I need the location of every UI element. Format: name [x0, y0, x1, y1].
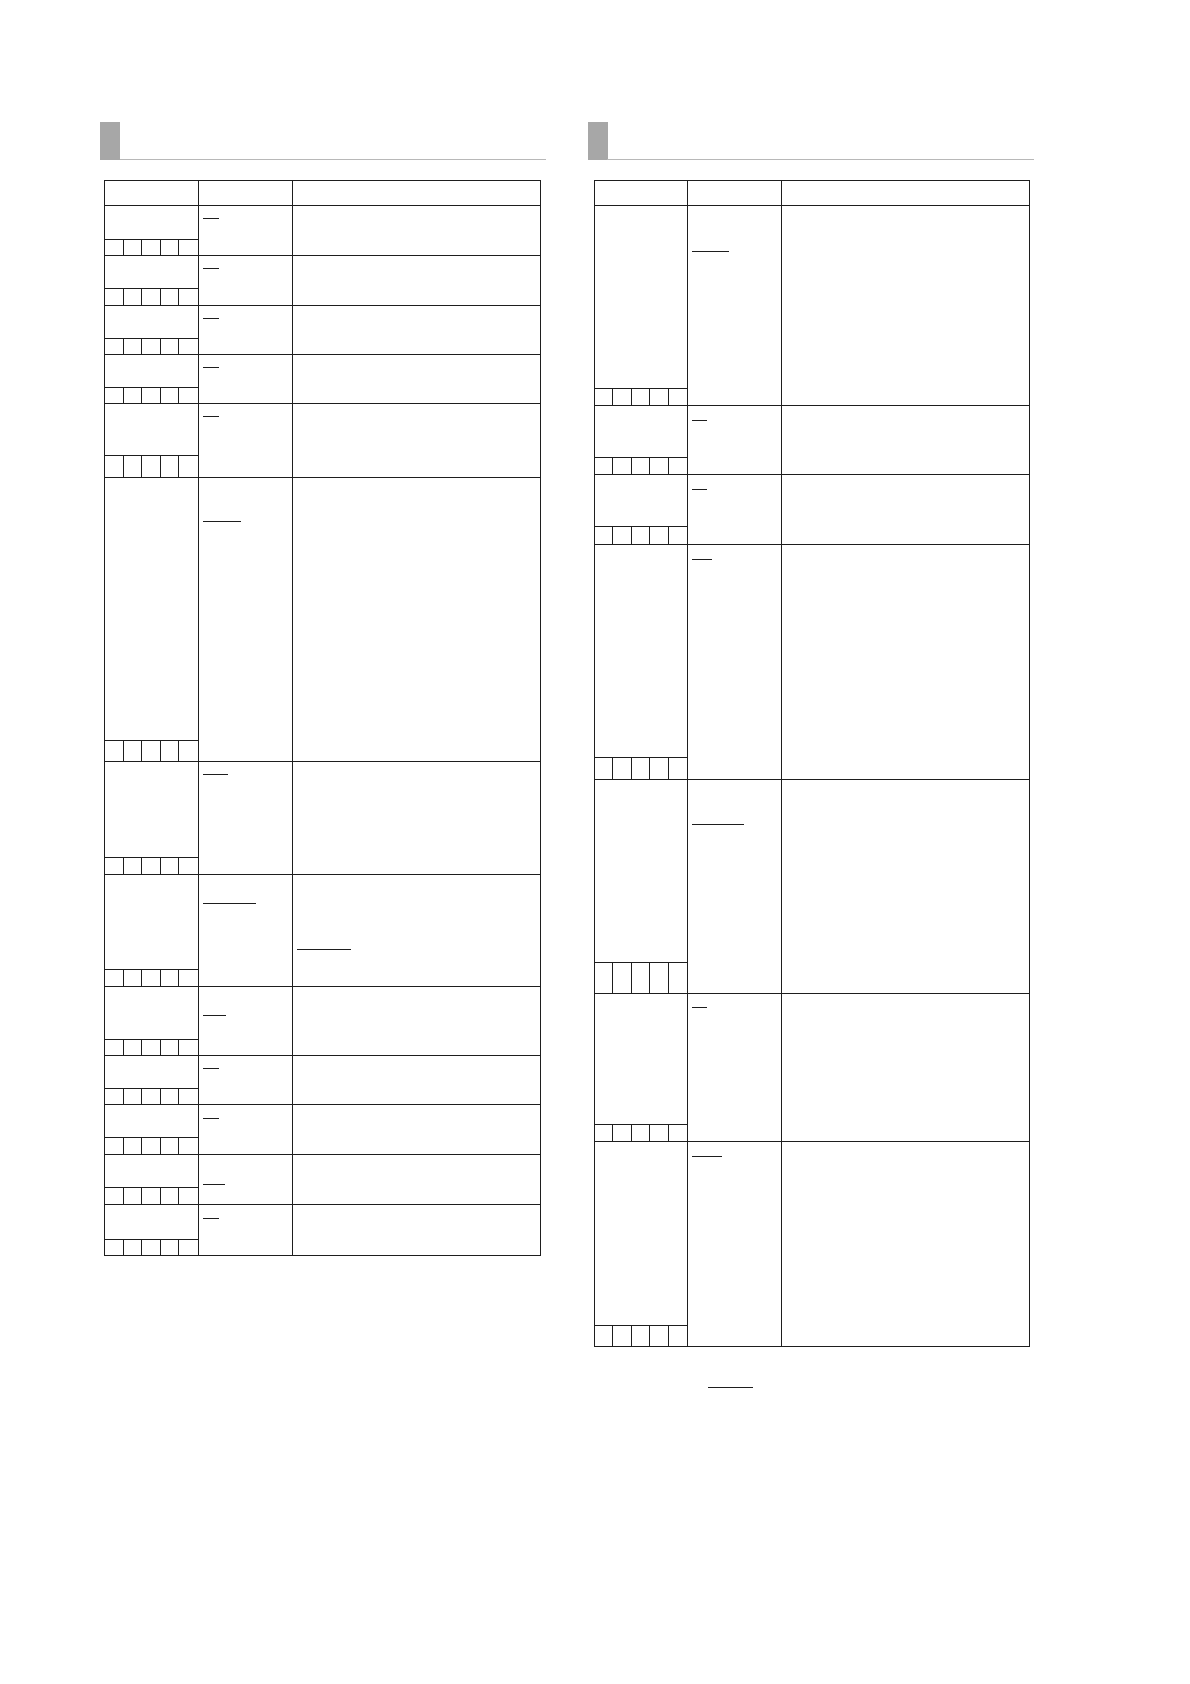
mode-cell	[179, 1138, 198, 1154]
item-cell	[105, 256, 199, 305]
mode-cell	[613, 527, 631, 544]
description-cell	[293, 256, 540, 305]
mode-indicator-strip	[105, 288, 198, 305]
mode-indicator-strip	[595, 388, 687, 405]
mode-cell	[161, 388, 180, 403]
item-cell	[105, 987, 199, 1055]
mode-cell	[632, 1326, 650, 1346]
mode-cell	[105, 1089, 124, 1104]
item-cell	[105, 1056, 199, 1104]
default-value-underline	[203, 416, 219, 417]
mode-cell	[142, 388, 161, 403]
mode-cell	[161, 1089, 180, 1104]
default-value-underline	[203, 1068, 219, 1069]
mode-cell	[124, 388, 143, 403]
description-cell	[293, 987, 540, 1055]
mode-indicator-strip	[595, 1124, 687, 1141]
description-cell	[293, 1155, 540, 1204]
mode-cell	[179, 1089, 198, 1104]
mode-indicator-strip	[105, 455, 198, 477]
mode-cell	[632, 758, 650, 779]
setting-cell	[199, 1205, 293, 1255]
default-value-underline	[203, 903, 256, 904]
setting-cell	[688, 206, 782, 405]
default-value-underline	[692, 559, 712, 560]
mode-cell	[161, 741, 180, 761]
mode-cell	[179, 289, 198, 305]
mode-cell	[142, 456, 161, 477]
mode-cell	[613, 1125, 631, 1141]
default-value-underline	[203, 268, 219, 269]
mode-cell	[124, 1240, 143, 1255]
mode-cell	[105, 741, 124, 761]
mode-cell	[595, 458, 613, 474]
setting-cell	[199, 306, 293, 354]
mode-cell	[179, 339, 198, 354]
column-header-description	[293, 181, 540, 205]
mode-cell	[142, 1089, 161, 1104]
mode-cell	[595, 758, 613, 779]
mode-cell	[142, 1188, 161, 1204]
table-row	[105, 355, 540, 404]
default-value-underline	[203, 218, 219, 219]
setting-cell	[199, 1105, 293, 1154]
setting-cell	[199, 478, 293, 761]
mode-indicator-strip	[105, 239, 198, 255]
mode-indicator-strip	[105, 857, 198, 874]
mode-cell	[650, 1125, 668, 1141]
column-header-item	[105, 181, 199, 205]
mode-cell	[669, 758, 687, 779]
mode-cell	[124, 339, 143, 354]
mode-cell	[650, 758, 668, 779]
mode-cell	[124, 240, 143, 255]
mode-cell	[595, 1326, 613, 1346]
mode-cell	[105, 1040, 124, 1055]
table-row	[595, 780, 1029, 994]
settings-table	[594, 180, 1030, 1347]
mode-cell	[650, 389, 668, 405]
mode-cell	[105, 289, 124, 305]
mode-cell	[613, 458, 631, 474]
table-row	[105, 1056, 540, 1105]
mode-indicator-strip	[595, 1325, 687, 1346]
mode-indicator-strip	[595, 526, 687, 544]
section-rule	[120, 159, 546, 160]
description-cell	[293, 762, 540, 874]
mode-indicator-strip	[105, 1039, 198, 1055]
setting-cell	[199, 206, 293, 255]
column-header-description	[782, 181, 1029, 205]
mode-cell	[595, 527, 613, 544]
default-value-underline	[203, 1015, 226, 1016]
mode-cell	[650, 1326, 668, 1346]
mode-cell	[124, 456, 143, 477]
mode-indicator-strip	[105, 740, 198, 761]
default-value-underline	[692, 1007, 707, 1008]
default-value-underline	[203, 367, 219, 368]
table-row	[105, 404, 540, 478]
default-value-underline	[692, 489, 707, 490]
description-cell	[293, 355, 540, 403]
description-cell	[782, 206, 1029, 405]
mode-cell	[105, 456, 124, 477]
mode-indicator-strip	[105, 969, 198, 986]
item-cell	[595, 545, 688, 779]
description-cell	[293, 1205, 540, 1255]
setting-cell	[199, 404, 293, 477]
mode-cell	[613, 963, 631, 993]
mode-cell	[669, 389, 687, 405]
item-cell	[595, 475, 688, 544]
table-row	[105, 256, 540, 306]
description-cell	[782, 1142, 1029, 1346]
setting-cell	[199, 355, 293, 403]
mode-cell	[105, 1138, 124, 1154]
item-cell	[105, 306, 199, 354]
mode-cell	[669, 1125, 687, 1141]
mode-cell	[179, 1188, 198, 1204]
mode-cell	[124, 1188, 143, 1204]
mode-cell	[124, 858, 143, 874]
setting-cell	[688, 406, 782, 474]
item-cell	[105, 762, 199, 874]
default-value-underline	[203, 521, 241, 522]
mode-cell	[669, 458, 687, 474]
section-marker	[100, 122, 120, 160]
mode-cell	[161, 1040, 180, 1055]
mode-cell	[650, 527, 668, 544]
mode-cell	[142, 858, 161, 874]
mode-indicator-strip	[105, 1239, 198, 1255]
default-value-underline	[203, 1184, 225, 1185]
item-cell	[595, 994, 688, 1141]
mode-cell	[595, 389, 613, 405]
item-cell	[105, 1155, 199, 1204]
mode-indicator-strip	[105, 1137, 198, 1154]
table-header-row	[105, 181, 540, 206]
mode-cell	[632, 389, 650, 405]
mode-cell	[105, 339, 124, 354]
mode-cell	[179, 970, 198, 986]
setting-cell	[688, 475, 782, 544]
mode-indicator-strip	[595, 962, 687, 993]
mode-cell	[161, 339, 180, 354]
default-value-underline	[692, 824, 744, 825]
item-cell	[105, 206, 199, 255]
description-cell	[293, 1105, 540, 1154]
setting-cell	[199, 256, 293, 305]
mode-cell	[142, 339, 161, 354]
table-row	[595, 1142, 1029, 1346]
description-cell	[293, 875, 540, 986]
mode-cell	[669, 1326, 687, 1346]
default-value-underline	[692, 1156, 722, 1157]
item-cell	[105, 478, 199, 761]
mode-cell	[161, 1138, 180, 1154]
description-cell	[782, 475, 1029, 544]
mode-cell	[142, 970, 161, 986]
description-cell	[293, 1056, 540, 1104]
mode-cell	[105, 858, 124, 874]
default-value-underline	[203, 774, 228, 775]
mode-cell	[124, 289, 143, 305]
mode-cell	[124, 1138, 143, 1154]
table-row	[595, 406, 1029, 475]
mode-cell	[142, 741, 161, 761]
mode-cell	[179, 240, 198, 255]
setting-cell	[199, 1056, 293, 1104]
default-value-underline	[203, 1218, 219, 1219]
mode-cell	[613, 758, 631, 779]
table-row	[105, 1155, 540, 1205]
description-cell	[293, 478, 540, 761]
mode-cell	[669, 527, 687, 544]
mode-cell	[179, 858, 198, 874]
setting-cell	[199, 987, 293, 1055]
table-row	[105, 206, 540, 256]
mode-cell	[632, 527, 650, 544]
item-cell	[595, 406, 688, 474]
mode-cell	[124, 1040, 143, 1055]
table-row	[105, 1205, 540, 1255]
mode-cell	[161, 289, 180, 305]
setting-cell	[199, 875, 293, 986]
mode-indicator-strip	[595, 457, 687, 474]
table-row	[595, 994, 1029, 1142]
mode-cell	[124, 1089, 143, 1104]
setting-cell	[688, 545, 782, 779]
column-header-setting	[199, 181, 293, 205]
mode-cell	[161, 1240, 180, 1255]
table-row	[595, 206, 1029, 406]
default-value-underline	[297, 949, 351, 950]
table-row	[105, 762, 540, 875]
mode-cell	[161, 240, 180, 255]
item-cell	[595, 206, 688, 405]
item-cell	[595, 1142, 688, 1346]
mode-cell	[613, 1326, 631, 1346]
description-cell	[782, 780, 1029, 993]
mode-indicator-strip	[105, 1187, 198, 1204]
table-row	[595, 475, 1029, 545]
item-cell	[105, 404, 199, 477]
setting-cell	[199, 1155, 293, 1204]
mode-cell	[650, 963, 668, 993]
mode-cell	[161, 858, 180, 874]
mode-cell	[142, 289, 161, 305]
setting-cell	[688, 1142, 782, 1346]
section-marker	[588, 122, 608, 160]
mode-cell	[142, 1240, 161, 1255]
mode-cell	[142, 240, 161, 255]
description-cell	[293, 404, 540, 477]
description-cell	[782, 994, 1029, 1141]
description-cell	[782, 545, 1029, 779]
item-cell	[105, 1205, 199, 1255]
item-cell	[105, 355, 199, 403]
footnote-underline	[708, 1387, 753, 1388]
mode-cell	[161, 970, 180, 986]
mode-cell	[161, 1188, 180, 1204]
mode-cell	[105, 240, 124, 255]
mode-cell	[105, 388, 124, 403]
description-cell	[782, 406, 1029, 474]
mode-cell	[161, 456, 180, 477]
description-cell	[293, 306, 540, 354]
mode-cell	[650, 458, 668, 474]
item-cell	[595, 780, 688, 993]
mode-cell	[595, 1125, 613, 1141]
mode-cell	[669, 963, 687, 993]
item-cell	[105, 1105, 199, 1154]
mode-cell	[105, 1240, 124, 1255]
mode-cell	[105, 970, 124, 986]
table-row	[105, 875, 540, 987]
mode-cell	[632, 963, 650, 993]
setting-cell	[199, 762, 293, 874]
mode-cell	[179, 456, 198, 477]
default-value-underline	[692, 251, 729, 252]
mode-indicator-strip	[105, 387, 198, 403]
table-row	[595, 545, 1029, 780]
mode-cell	[124, 970, 143, 986]
setting-cell	[688, 780, 782, 993]
default-value-underline	[692, 420, 707, 421]
mode-cell	[179, 741, 198, 761]
mode-indicator-strip	[105, 1088, 198, 1104]
table-row	[105, 1105, 540, 1155]
mode-cell	[124, 741, 143, 761]
description-cell	[293, 206, 540, 255]
default-value-underline	[203, 1118, 219, 1119]
table-row	[105, 306, 540, 355]
column-header-setting	[688, 181, 782, 205]
table-row	[105, 478, 540, 762]
mode-cell	[632, 458, 650, 474]
table-header-row	[595, 181, 1029, 206]
mode-cell	[105, 1188, 124, 1204]
mode-cell	[179, 388, 198, 403]
mode-cell	[142, 1138, 161, 1154]
mode-cell	[142, 1040, 161, 1055]
mode-cell	[613, 389, 631, 405]
mode-cell	[179, 1040, 198, 1055]
mode-cell	[179, 1240, 198, 1255]
column-header-item	[595, 181, 688, 205]
mode-cell	[595, 963, 613, 993]
mode-cell	[632, 1125, 650, 1141]
item-cell	[105, 875, 199, 986]
setting-cell	[688, 994, 782, 1141]
settings-table	[104, 180, 541, 1256]
section-rule	[607, 159, 1034, 160]
default-value-underline	[203, 318, 219, 319]
mode-indicator-strip	[105, 338, 198, 354]
table-row	[105, 987, 540, 1056]
mode-indicator-strip	[595, 757, 687, 779]
